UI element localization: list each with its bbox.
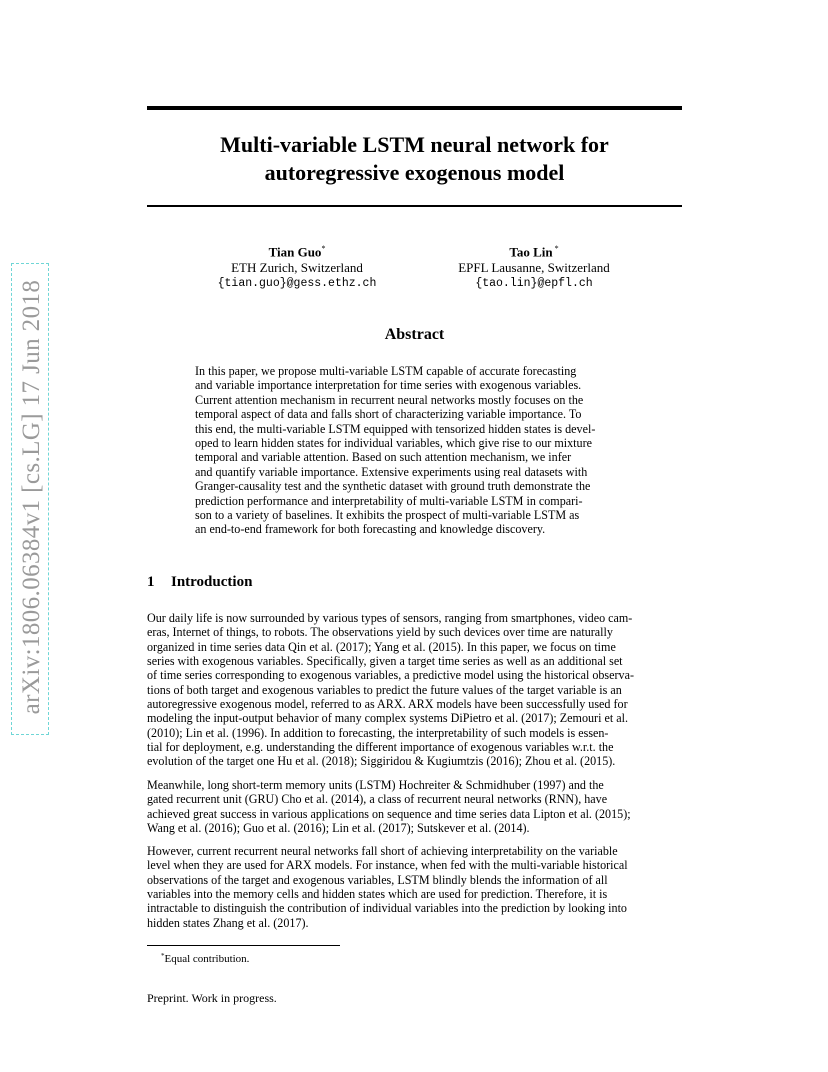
abstract-line: temporal aspect of data and falls short of characterizing variable importance. To xyxy=(195,407,582,422)
section-number: 1 xyxy=(147,574,155,590)
abstract-line: and quantify variable importance. Extensive experiments using real datasets with xyxy=(195,464,588,479)
section-heading-introduction xyxy=(147,573,252,591)
body-line: Meanwhile, long short-term memory units (LSTM) Hochreiter & Schmidhuber (1997) and the xyxy=(147,778,604,792)
footnote-text: Equal contribution. xyxy=(164,953,250,965)
footnote-mark: * xyxy=(161,952,165,960)
abstract-line: Granger-causality test and the synthetic dataset with ground truth demonstrate the xyxy=(195,479,591,494)
body-line: level when they are used for ARX models. For instance, when fed with the multi-variable historical xyxy=(147,858,628,873)
title-line-2: autoregressive exogenous model xyxy=(264,160,565,185)
body-line: hidden states Zhang et al. (2017). xyxy=(147,915,309,930)
abstract-line: In this paper, we propose multi-variable LSTM capable of accurate forecasting xyxy=(195,364,577,378)
arxiv-stamp: arXiv:1806.06384v1 [cs.LG] 17 Jun 2018 xyxy=(18,279,45,715)
body-line: variables into the memory cells and hidden states which are used for prediction. Therefore, it is xyxy=(147,887,608,902)
body-line: gated recurrent unit (GRU) Cho et al. (2014), a class of recurrent neural networks (RNN), have xyxy=(147,792,608,807)
body-line: evolution of the target one Hu et al. (2018); Siggiridou & Kugiumtzis (2016); Zhou et al. (2015). xyxy=(147,754,616,769)
author-block-2 xyxy=(434,241,634,292)
title-top-rule xyxy=(147,106,682,110)
body-line: tial for deployment, e.g. understanding the different importance of exogenous variables w.r.t. the xyxy=(147,740,614,755)
author-name: Tian Guo xyxy=(268,244,322,260)
abstract-line: oped to learn hidden states for individual variables, which give rise to our mixture xyxy=(195,436,592,451)
body-line: However, current recurrent neural networks fall short of achieving interpretability on the variable xyxy=(147,844,618,858)
intro-paragraph-1 xyxy=(147,611,682,769)
author-affiliation: EPFL Lausanne, Switzerland xyxy=(458,260,610,276)
abstract-line: this end, the multi-variable LSTM equipped with tensorized hidden states is devel- xyxy=(195,421,596,436)
footnote-rule xyxy=(147,945,340,946)
equal-contribution-mark: * xyxy=(552,244,559,253)
abstract-line: and variable importance interpretation for time series with exogenous variables. xyxy=(195,378,582,393)
section-title: Introduction xyxy=(171,574,253,590)
abstract-line: prediction performance and interpretability of multi-variable LSTM in compari- xyxy=(195,493,583,508)
body-line: of time series corresponding to exogenous variables, a predictive model using the historical observa- xyxy=(147,668,634,683)
author-block-1 xyxy=(197,241,397,292)
body-line: modeling the input-output behavior of many complex systems DiPietro et al. (2017); Zemouri et al. xyxy=(147,711,628,726)
paper-title xyxy=(147,131,682,187)
body-line: (2010); Lin et al. (1996). In addition to forecasting, the interpretability of such models is essen- xyxy=(147,725,609,740)
footnote xyxy=(161,949,249,966)
abstract-line: temporal and variable attention. Based on such attention mechanism, we infer xyxy=(195,450,572,465)
abstract-line: an end-to-end framework for both forecasting and knowledge discovery. xyxy=(195,522,546,537)
body-line: series with exogenous variables. Specifically, given a target time series as well as an additional set xyxy=(147,654,623,669)
intro-paragraph-3 xyxy=(147,844,682,930)
body-line: observations of the target and exogenous variables, LSTM blindly blends the information of all xyxy=(147,872,608,887)
body-line: Wang et al. (2016); Guo et al. (2016); Lin et al. (2017); Sutskever et al. (2014). xyxy=(147,821,530,836)
title-bottom-rule xyxy=(147,205,682,207)
abstract-line: son to a variety of baselines. It exhibits the prospect of multi-variable LSTM as xyxy=(195,508,580,523)
body-line: Our daily life is now surrounded by various types of sensors, ranging from smartphones, video cam- xyxy=(147,611,633,625)
author-name: Tao Lin xyxy=(509,244,553,260)
author-affiliation: ETH Zurich, Switzerland xyxy=(231,260,363,276)
body-line: tions of both target and exogenous variables to predict the future values of the target variable is an xyxy=(147,682,622,697)
author-email: {tao.lin}@epfl.ch xyxy=(475,277,593,291)
abstract-line: Current attention mechanism in recurrent neural networks mostly focuses on the xyxy=(195,392,584,407)
title-line-1: Multi-variable LSTM neural network for xyxy=(220,132,609,157)
intro-paragraph-2 xyxy=(147,778,682,835)
body-line: intractable to distinguish the contribution of individual variables into the prediction by looking into xyxy=(147,901,627,916)
arxiv-stamp-box xyxy=(11,263,49,735)
body-line: autoregressive exogenous model, referred to as ARX. ARX models have been successfully used for xyxy=(147,697,628,712)
equal-contribution-mark: * xyxy=(321,244,326,253)
author-email: {tian.guo}@gess.ethz.ch xyxy=(217,277,377,291)
abstract-heading: Abstract xyxy=(384,326,445,343)
preprint-note: Preprint. Work in progress. xyxy=(147,991,277,1005)
body-line: organized in time series data Qin et al. (2017); Yang et al. (2015). In this paper, we focus on time xyxy=(147,639,616,654)
abstract-body xyxy=(195,364,635,537)
body-line: achieved great success in various applications on sequence and time series data Lipton et al. (2015); xyxy=(147,806,631,821)
body-line: eras, Internet of things, to robots. The observations yield by such devices over time are naturally xyxy=(147,625,613,640)
